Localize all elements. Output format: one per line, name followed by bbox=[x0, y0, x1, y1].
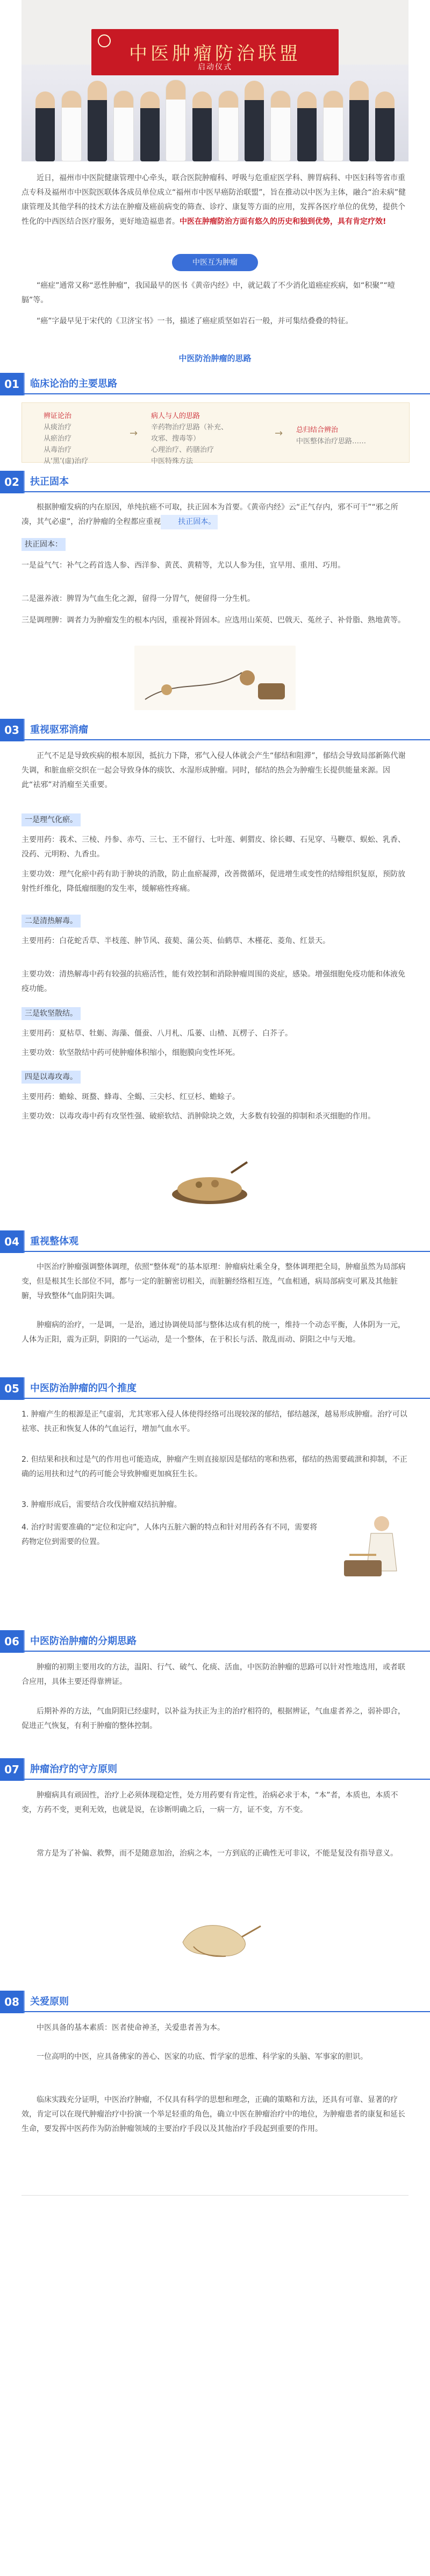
tag-3: 三是软坚散结。 bbox=[22, 1007, 81, 1020]
s5-point-1: 1. 肿瘤产生的根源是正气虚弱，尤其寒邪入侵人体使得经络可出现较深的郁结，郁结越深，越易形成肿瘤。治疗可以祛寒、扶正和恢复人体的气血运行，增加气血水平。 bbox=[22, 1410, 407, 1433]
person bbox=[218, 90, 239, 161]
history-paragraph-2: “癌”字最早见于宋代的《卫济宝书》一书，描述了癌症质坚如岩石一般，并可集结叠叠的特征。 bbox=[37, 317, 353, 325]
section-rule bbox=[24, 1651, 430, 1652]
box-col-item: 病人与人的思路 bbox=[151, 412, 200, 420]
s2-text: 根据肿瘤发病的内在原因，单纯抗癌不可取，扶正固本为首要。《黄帝内经》云“正气存内，邪不可干”“邪之所凑，其气必虚”，治疗肿瘤的全程都应重视 bbox=[22, 503, 398, 526]
box-col-item: 辨证论治 bbox=[44, 412, 72, 420]
section-header-01 bbox=[0, 373, 430, 395]
section-rule bbox=[24, 2011, 430, 2012]
s3-intro: 正气不足是导致疾病的根本原因，抵抗力下降，邪气入侵人体就会产生“郁结和阻滞”，郁结会导致局部新陈代谢失调，和脏血瘀交织在一起会导致身体的痰饮、水湿形成肿瘤。同时，郁结的热会为肿瘤生长提供能量来源。因此“祛邪”对消瘤至关重要。 bbox=[22, 752, 406, 789]
s7-paragraph-1: 肿瘤病具有顽固性，治疗上必须体现稳定性，处方用药要有肯定性，治病必求于本，“本”者，本质也，本质不变，方药不变，更利无效，也就是说，在诊断明确之后，一病一方，证不变，方不变。 bbox=[22, 1791, 398, 1814]
center-title: 中医防治肿瘤的思路 bbox=[178, 353, 252, 363]
tag-4: 四是以毒攻毒。 bbox=[22, 1071, 81, 1084]
arrow-right-icon: → bbox=[275, 428, 283, 439]
s5-point-4: 4. 治疗时需要准确的“定位和定向”，人体内五脏六腑的特点和针对用药各有不同，需要将药物定位到需要的位置。 bbox=[22, 1523, 318, 1546]
s2-item-1: 一是益气气：补气之药首选人参、西洋参、黄芪、黄精等，尤以人参为佳，宜早用、重用、巧用。 bbox=[22, 561, 345, 570]
arrow-right-icon: → bbox=[130, 428, 138, 439]
person bbox=[35, 91, 55, 161]
intro-text: 近日，福州市中医院健康管理中心牵头，联合医院肿瘤科、呼吸与危重症医学科、脾胃病科、中医妇科等省市重点专科及福州市中医院医联体各成员单位成立“福州市中医早癌防治联盟”，旨在推动以中医为主体，融合“治未病”健康管理及其他学科的技术方法在肿瘤及癌前病变的筛查、诊疗、康复等方面的应用，发挥各医疗单位的优势，提供个性化的中西医结合医疗服务，更好地造福患者。 bbox=[22, 174, 406, 226]
thinking-box bbox=[22, 402, 410, 463]
section-number: 06 bbox=[0, 1630, 24, 1653]
divider bbox=[24, 719, 25, 741]
box-col-item: 心理治疗、药膳治疗 bbox=[151, 446, 214, 454]
section-header-02 bbox=[0, 471, 430, 493]
s8-paragraph-2: 一位高明的中医，应具备佛家的善心、医家的功底、哲学家的思维、科学家的头脑、军事家的胆识。 bbox=[37, 2053, 368, 2061]
banner-title: 中医肿瘤防治联盟 bbox=[129, 43, 301, 65]
s3-effect-3: 主要功效：软坚散结中药可使肿瘤体积缩小，细胞膜向变性坏死。 bbox=[22, 1049, 240, 1057]
person bbox=[270, 90, 291, 161]
s3-meds-2: 主要用药：白花蛇舌草、半枝莲、肿节风、菝葜、蒲公英、仙鹤草、木槿花、菱角、红景天。 bbox=[22, 937, 330, 945]
section-rule bbox=[24, 491, 430, 492]
person bbox=[245, 81, 264, 161]
section-number: 07 bbox=[0, 1758, 24, 1781]
person bbox=[192, 91, 212, 161]
s3-meds-1: 主要用药：莪术、三棱、丹参、赤芍、三七、王不留行、七叶莲、刺猬皮、徐长卿、石见穿、马鞭草、蜈蚣、乳香、没药、元明粉、九香虫。 bbox=[22, 836, 405, 859]
person bbox=[88, 81, 107, 161]
section-rule bbox=[24, 1251, 430, 1252]
doctor-illustration-image bbox=[333, 1506, 414, 1587]
person bbox=[61, 90, 82, 161]
section-label: 扶正固本 bbox=[30, 476, 69, 487]
section-label: 临床论治的主要思路 bbox=[30, 378, 117, 390]
section-label: 中医防治肿瘤的四个推度 bbox=[30, 1383, 137, 1394]
history-paragraph-1: “癌症”通常又称“恶性肿瘤”，我国最早的医书《黄帝内经》中，就记载了不少消化道癌症疾病，如“积聚”“噎膈”等。 bbox=[22, 281, 395, 305]
s7-paragraph-2: 常方是为了补偏、救弊，而不是随意加治，治病之本，一方到底的正确性无可非议，不能是复没有指导意义。 bbox=[37, 1849, 398, 1858]
tag-1: 一是理气化瘀。 bbox=[22, 813, 81, 826]
section-rule bbox=[24, 393, 430, 394]
s2-paragraph bbox=[22, 500, 408, 529]
intro-paragraph bbox=[22, 171, 408, 229]
person bbox=[375, 91, 395, 161]
s5-point-3: 3. 肿瘤形成后，需要结合攻伐肿瘤双结抗肿瘤。 bbox=[22, 1501, 182, 1509]
divider bbox=[24, 1991, 25, 2013]
box-col-item: 中医特殊方法 bbox=[151, 457, 194, 465]
section-rule bbox=[24, 739, 430, 740]
box-col-item: 总归结合辨治 bbox=[296, 426, 339, 434]
section-label: 重视驱邪消瘤 bbox=[30, 724, 88, 735]
person bbox=[323, 90, 343, 161]
s3-meds-3: 主要用药：夏枯草、牡蛎、海藻、僵蚕、八月札、瓜蒌、山楂、瓦楞子、白芥子。 bbox=[22, 1029, 292, 1038]
intro-highlight: 中医在肿瘤防治方面有悠久的历史和独到优势，具有肯定疗效! bbox=[180, 217, 386, 226]
section-header-06 bbox=[0, 1630, 430, 1653]
tag-2: 二是清热解毒。 bbox=[22, 915, 81, 928]
herb-painting-image bbox=[134, 646, 296, 710]
divider bbox=[24, 373, 25, 395]
box-col-item: 攻邪、搜毒等） bbox=[151, 435, 200, 443]
section-number: 04 bbox=[0, 1230, 24, 1253]
s8-paragraph-3: 临床实践充分证明，中医治疗肿瘤，不仅具有科学的思想和理念，正确的策略和方法，还具有可靠、显著的疗效，肯定可以在现代肿瘤治疗中扮演一个举足轻重的角色，确立中医在肿瘤治疗中的地位，为肿瘤患者的康复和延长生命，要发挥中医药作为防治肿瘤领域的主要治疗手段以及其他治疗手段起到重要的作用。 bbox=[22, 2096, 405, 2133]
section-pill: 中医互为肿瘤 bbox=[172, 254, 258, 271]
box-col-1 bbox=[44, 411, 88, 467]
s5-point-2: 2. 但结果和扶和过是气的作用也可能造成，肿瘤产生则直接原因是郁结的寒和热邪，郁结的热需要疏泄和抑制，不正确的运用扶和过气的药可能会导致肿瘤更加疯狂生长。 bbox=[22, 1455, 407, 1478]
section-header-07 bbox=[0, 1758, 430, 1781]
box-col-item: 从‘黑’(虚)治疗 bbox=[44, 457, 89, 465]
section-header-03 bbox=[0, 719, 430, 741]
s8-paragraph-1: 中医具备的基本素质：医者使命神圣，关爱患者善为本。 bbox=[37, 2023, 225, 2032]
section-label: 肿瘤治疗的守方原则 bbox=[30, 1764, 117, 1775]
box-col-3 bbox=[296, 424, 366, 447]
section-label: 重视整体观 bbox=[30, 1236, 78, 1247]
divider bbox=[24, 1377, 25, 1400]
person bbox=[166, 80, 186, 161]
ceremony-banner bbox=[91, 29, 339, 75]
person bbox=[297, 91, 317, 161]
section-header-08 bbox=[0, 1991, 430, 2013]
s3-effect-2: 主要功效：清热解毒中药有较强的抗癌活性，能有效控制和消除肿瘤周围的炎症，感染。增强细胞免疫功能和体液免疫功能。 bbox=[22, 970, 405, 993]
s6-paragraph-1: 肿瘤的初期主要用攻的方法，温阳、行气、破气、化痰、活血，中医防治肿瘤的思路可以针对性地选用，或者联合应用，具体主要还得靠辨证。 bbox=[22, 1663, 405, 1686]
person bbox=[113, 90, 134, 161]
section-label: 中医防治肿瘤的分期思路 bbox=[30, 1636, 137, 1647]
box-col-item: 从瘀治疗 bbox=[44, 435, 72, 443]
box-col-item: 辛药物治疗思路（补充、 bbox=[151, 423, 228, 431]
box-col-item: 从毒治疗 bbox=[44, 446, 72, 454]
banner-subtitle: 启动仪式 bbox=[198, 63, 232, 72]
s4-paragraph-2: 肿瘤病的治疗，一是调，一是治，通过协调使局部与整体达成有机的统一，维持一个动态平衡，人体阴为一元，人体为正阳，震为正阴，阴阳的一气运动，是一个整体，在于积长与活、散乱而动、阴阳之中与天地。 bbox=[22, 1321, 405, 1344]
divider bbox=[24, 1230, 25, 1253]
section-header-04 bbox=[0, 1230, 430, 1253]
s2-highlight: 扶正固本。 bbox=[161, 515, 218, 529]
section-rule bbox=[24, 1398, 430, 1399]
person bbox=[349, 81, 369, 161]
divider bbox=[24, 1758, 25, 1781]
group-photo-people bbox=[32, 70, 398, 161]
hero-photo bbox=[22, 0, 408, 161]
footer-divider bbox=[22, 2195, 408, 2196]
ginseng-image bbox=[161, 1905, 269, 1964]
section-number: 08 bbox=[0, 1991, 24, 2013]
box-col-2 bbox=[151, 411, 228, 467]
s3-meds-4: 主要用药：蟾蜍、斑蝥、蜂毒、全蝎、三尖杉、红豆杉、蟾蜍子。 bbox=[22, 1093, 240, 1101]
s3-effect-1: 主要功效：理气化瘀中药有助于肿块的消散，防止血瘀凝滞，改善微循环，促进增生或变性的结缔组织复原，预防放射性纤维化，降低瘤细胞的发生率，缓解癌性疼痛。 bbox=[22, 870, 405, 893]
section-number: 03 bbox=[0, 719, 24, 741]
section-rule bbox=[24, 1779, 430, 1780]
section-number: 02 bbox=[0, 471, 24, 493]
section-number: 05 bbox=[0, 1377, 24, 1400]
person bbox=[140, 91, 160, 161]
section-header-05 bbox=[0, 1377, 430, 1400]
tag-fuzheng: 扶正固本： bbox=[22, 538, 66, 551]
box-col-item: 中医整体治疗思路…… bbox=[296, 437, 367, 445]
box-col-item: 从痰治疗 bbox=[44, 423, 72, 431]
s2-item-2: 二是滋养液：脾胃为气血生化之源，留得一分胃气，便留得一分生机。 bbox=[22, 595, 255, 603]
s2-item-3: 三是调理脾：调者力为肿瘤发生的根本内因，重视补肾固本。应选用山茱萸、巴戟天、菟丝子、补骨脂、熟地黄等。 bbox=[22, 616, 405, 625]
divider bbox=[24, 471, 25, 493]
section-number: 01 bbox=[0, 373, 24, 395]
section-label: 关爱原则 bbox=[30, 1996, 69, 2007]
s6-paragraph-2: 后期补养的方法，气血阴阳已经虚时，以补益为扶正为主的治疗相符的，根据辨证，气血虚者养之，弱补即合，促进正气恢复，有利于肿瘤的整体控制。 bbox=[22, 1707, 405, 1730]
herb-bowl-image bbox=[161, 1151, 258, 1211]
divider bbox=[24, 1630, 25, 1653]
s4-paragraph-1: 中医治疗肿瘤强调整体调理，依照“整体观”的基本原理：肿瘤病灶乘全身，整体调理把全局，肿瘤虽然为局部病变，但是根其生长部位不同，都与一定的脏腑密切相关，而脏腑经络相互连，气血相通，病局部病变可累及其他脏腑，导致整体气血阴阳失调。 bbox=[22, 1263, 406, 1300]
s3-effect-4: 主要功效：以毒攻毒中药有攻坚性强、破瘀软结、消肿除块之效，大多数有较强的抑制和杀灭细胞的作用。 bbox=[22, 1112, 375, 1121]
